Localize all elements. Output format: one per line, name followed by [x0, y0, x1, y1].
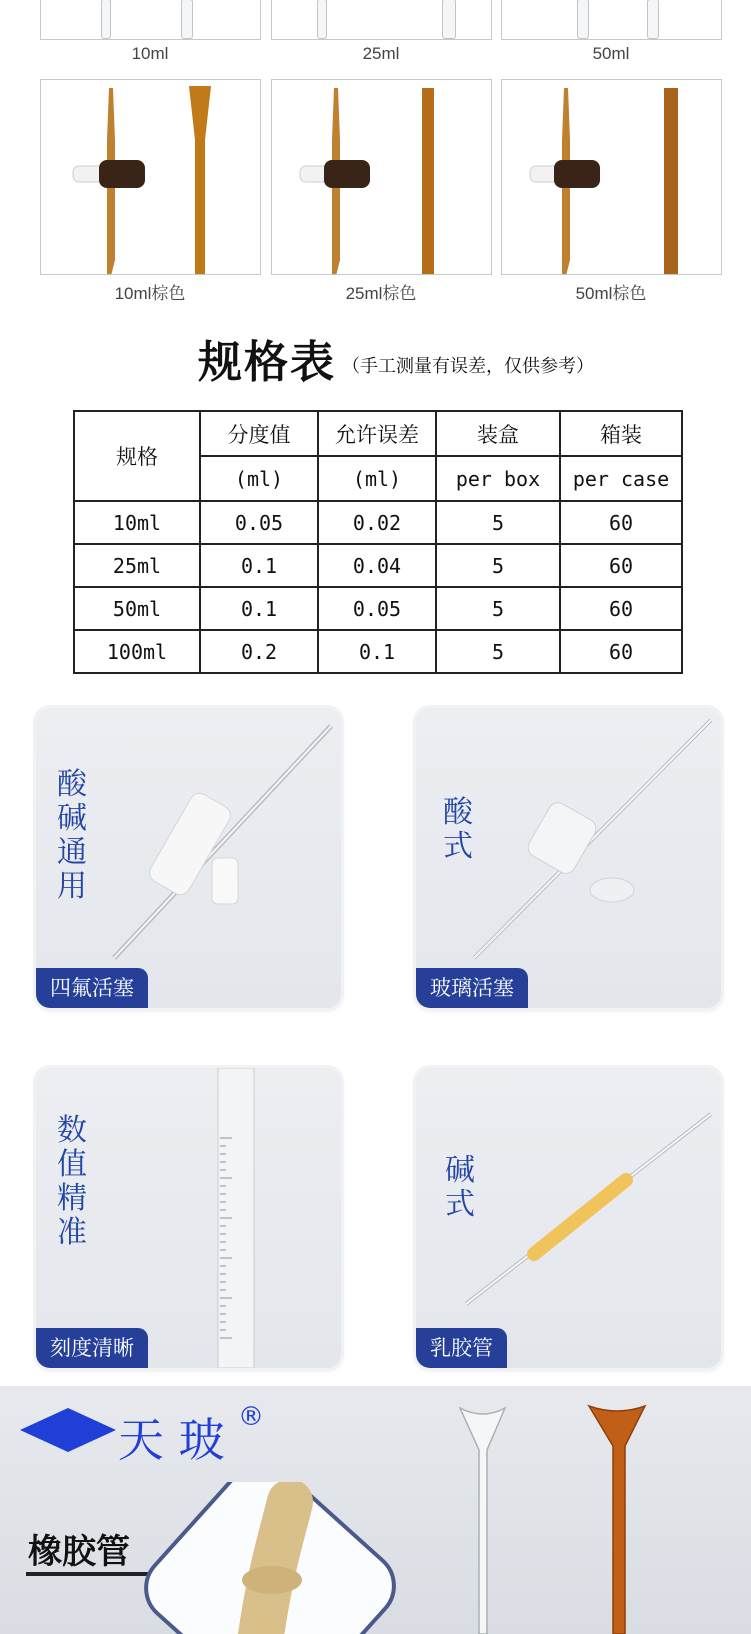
unit-case: per case	[560, 456, 682, 501]
unit-division: (ml)	[200, 456, 318, 501]
cell-case: 60	[560, 630, 682, 673]
cell-tolerance: 0.1	[318, 630, 436, 673]
product-card-50ml	[501, 0, 722, 40]
spec-title: 规格表	[198, 337, 336, 388]
cell-division: 0.05	[200, 501, 318, 544]
burettes-image	[455, 1386, 715, 1634]
caption-50ml: 50ml	[592, 44, 630, 63]
caption-10ml-amber: 10ml棕色	[114, 284, 186, 303]
header-spec: 规格	[74, 411, 200, 501]
caption-50ml-amber: 50ml棕色	[575, 284, 647, 303]
product-card-10ml	[40, 0, 261, 40]
feature-vertical-text: 酸 式	[443, 795, 473, 864]
diamond-logo-icon	[20, 1408, 120, 1458]
cell-box: 5	[436, 587, 560, 630]
cell-case: 60	[560, 501, 682, 544]
product-card-25ml-amber	[271, 79, 492, 275]
feature-vertical-text: 碱 式	[445, 1153, 475, 1222]
cell-tolerance: 0.02	[318, 501, 436, 544]
cell-tolerance: 0.05	[318, 587, 436, 630]
cell-spec: 10ml	[74, 501, 200, 544]
feature-card-graduation	[36, 1068, 341, 1368]
cell-division: 0.2	[200, 630, 318, 673]
brand-banner	[0, 1386, 751, 1634]
table-row	[74, 630, 682, 673]
table-row	[74, 544, 682, 587]
feature-badge: 乳胶管	[416, 1328, 507, 1368]
cell-spec: 100ml	[74, 630, 200, 673]
cell-tolerance: 0.04	[318, 544, 436, 587]
cell-case: 60	[560, 544, 682, 587]
feature-vertical-text: 数 值 精 准	[57, 1113, 87, 1250]
amber-burette-image	[502, 80, 722, 275]
unit-tolerance: (ml)	[318, 456, 436, 501]
product-card-50ml-amber	[501, 79, 722, 275]
header-case: 箱装	[560, 411, 682, 456]
brand-name: 天 玻	[118, 1413, 225, 1467]
caption-25ml-amber: 25ml棕色	[345, 284, 417, 303]
cell-spec: 25ml	[74, 544, 200, 587]
feature-badge: 刻度清晰	[36, 1328, 148, 1368]
header-tolerance: 允许误差	[318, 411, 436, 456]
amber-burette-image	[41, 80, 261, 275]
cell-box: 5	[436, 501, 560, 544]
product-card-10ml-amber	[40, 79, 261, 275]
cell-box: 5	[436, 630, 560, 673]
spec-note: （手工测量有误差，仅供参考）	[342, 356, 594, 377]
cell-spec: 50ml	[74, 587, 200, 630]
rubber-label-underline	[26, 1572, 156, 1576]
header-division: 分度值	[200, 411, 318, 456]
cell-box: 5	[436, 544, 560, 587]
amber-burette-image	[272, 80, 492, 275]
feature-card-glass	[416, 708, 721, 1008]
caption-25ml: 25ml	[362, 44, 400, 63]
registered-mark: ®	[238, 1402, 264, 1432]
table-row	[74, 587, 682, 630]
cell-division: 0.1	[200, 587, 318, 630]
feature-badge: 四氟活塞	[36, 968, 148, 1008]
unit-box: per box	[436, 456, 560, 501]
product-card-25ml	[271, 0, 492, 40]
rubber-label: 橡胶管	[28, 1532, 130, 1572]
header-box: 装盒	[436, 411, 560, 456]
feature-card-latex	[416, 1068, 721, 1368]
feature-vertical-text: 酸 碱 通 用	[57, 767, 87, 904]
table-header-row	[74, 411, 682, 456]
caption-10ml: 10ml	[131, 44, 169, 63]
feature-badge: 玻璃活塞	[416, 968, 528, 1008]
cell-case: 60	[560, 587, 682, 630]
cell-division: 0.1	[200, 544, 318, 587]
rubber-tube-image	[140, 1482, 400, 1634]
spec-table	[73, 410, 683, 674]
table-row	[74, 501, 682, 544]
feature-card-ptfe	[36, 708, 341, 1008]
